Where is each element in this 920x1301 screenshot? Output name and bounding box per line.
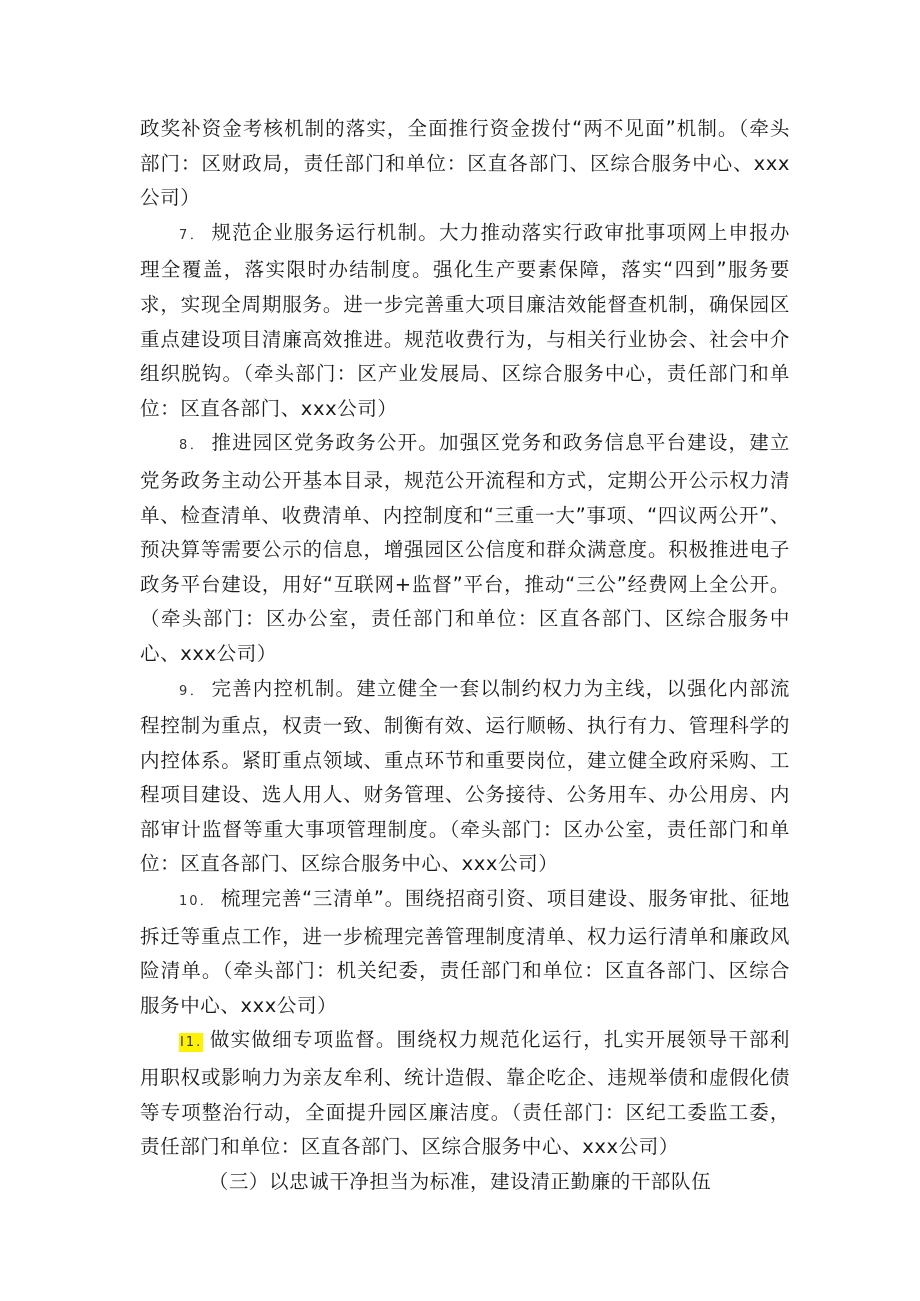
paragraph-text: 规范企业服务运行机制。大力推动落实行政审批事项网上申报办理全覆盖，落实限时办结制度。强化生产要素保障，落实“四到”服务要求，实现全周期服务。进一步完善重大项目廉洁效能督查机制，确保园区重点建设项目清廉高效推进。规范收费行为，与相关行业协会、社会中介组织脱钩。（牵头部门：区产业发展局、区综合服务中心，责任部门和单位：区直各部门、xxx公司） <box>140 220 790 420</box>
document-body <box>140 112 790 1199</box>
paragraph-item-7 <box>140 216 790 427</box>
paragraph-text: 政奖补资金考核机制的落实，全面推行资金拨付“两不见面”机制。（牵头部门：区财政局，责任部门和单位：区直各部门、区综合服务中心、xxx公司） <box>140 117 790 210</box>
item-number: 8． <box>179 438 206 454</box>
paragraph-item-10 <box>140 882 790 1023</box>
paragraph-text: 完善内控机制。建立健全一套以制约权力为主线，以强化内部流程控制为重点，权责一致、制衡有效、运行顺畅、执行有力、管理科学的内控体系。紧盯重点领域、重点环节和重要岗位，建立健全政府采购、工程项目建设、选人用人、财务管理、公务接待、公务用车、办公用房、内部审计监督等重大事项管理制度。（牵头部门：区办公室，责任部门和单位：区直各部门、区综合服务中心、xxx公司） <box>140 676 790 876</box>
item-number: 9． <box>179 683 206 699</box>
item-number: 10． <box>179 894 215 910</box>
paragraph-text: 推进园区党务政务公开。加强区党务和政务信息平台建设，建立党务政务主动公开基本目录，规范公开流程和方式，定期公开公示权力清单、检查清单、收费清单、内控制度和“三重一大”事项、“四议两公开”、预决算等需要公示的信息，增强园区公信度和群众满意度。积极推进电子政务平台建设，用好“互联网+监督”平台，推动“三公”经费网上全公开。（牵头部门：区办公室，责任部门和单位：区直各部门、区综合服务中心、xxx公司） <box>140 431 790 665</box>
paragraph-continuation <box>140 112 790 216</box>
item-number: 7． <box>179 227 206 243</box>
paragraph-item-11 <box>140 1023 790 1164</box>
paragraph-item-9 <box>140 672 790 883</box>
paragraph-text: 做实做细专项监督。围绕权力规范化运行，扎实开展领导干部利用职权或影响力为亲友牟利、统计造假、靠企吃企、违规举债和虚假化债等专项整治行动，全面提升园区廉洁度。（责任部门：区纪工委监工委，责任部门和单位：区直各部门、区综合服务中心、xxx公司） <box>140 1028 790 1159</box>
paragraph-text: 梳理完善“三清单”。围绕招商引资、项目建设、服务审批、征地拆迁等重点工作，进一步梳理完善管理制度清单、权力运行清单和廉政风险清单。（牵头部门：机关纪委，责任部门和单位：区直各部门、区综合服务中心、xxx公司） <box>140 887 790 1017</box>
item-number-highlighted: I1. <box>180 1035 203 1051</box>
paragraph-item-8 <box>140 426 790 671</box>
section-heading: （三）以忠诚干净担当为标准，建设清正勤廉的干部队伍 <box>208 1169 712 1193</box>
